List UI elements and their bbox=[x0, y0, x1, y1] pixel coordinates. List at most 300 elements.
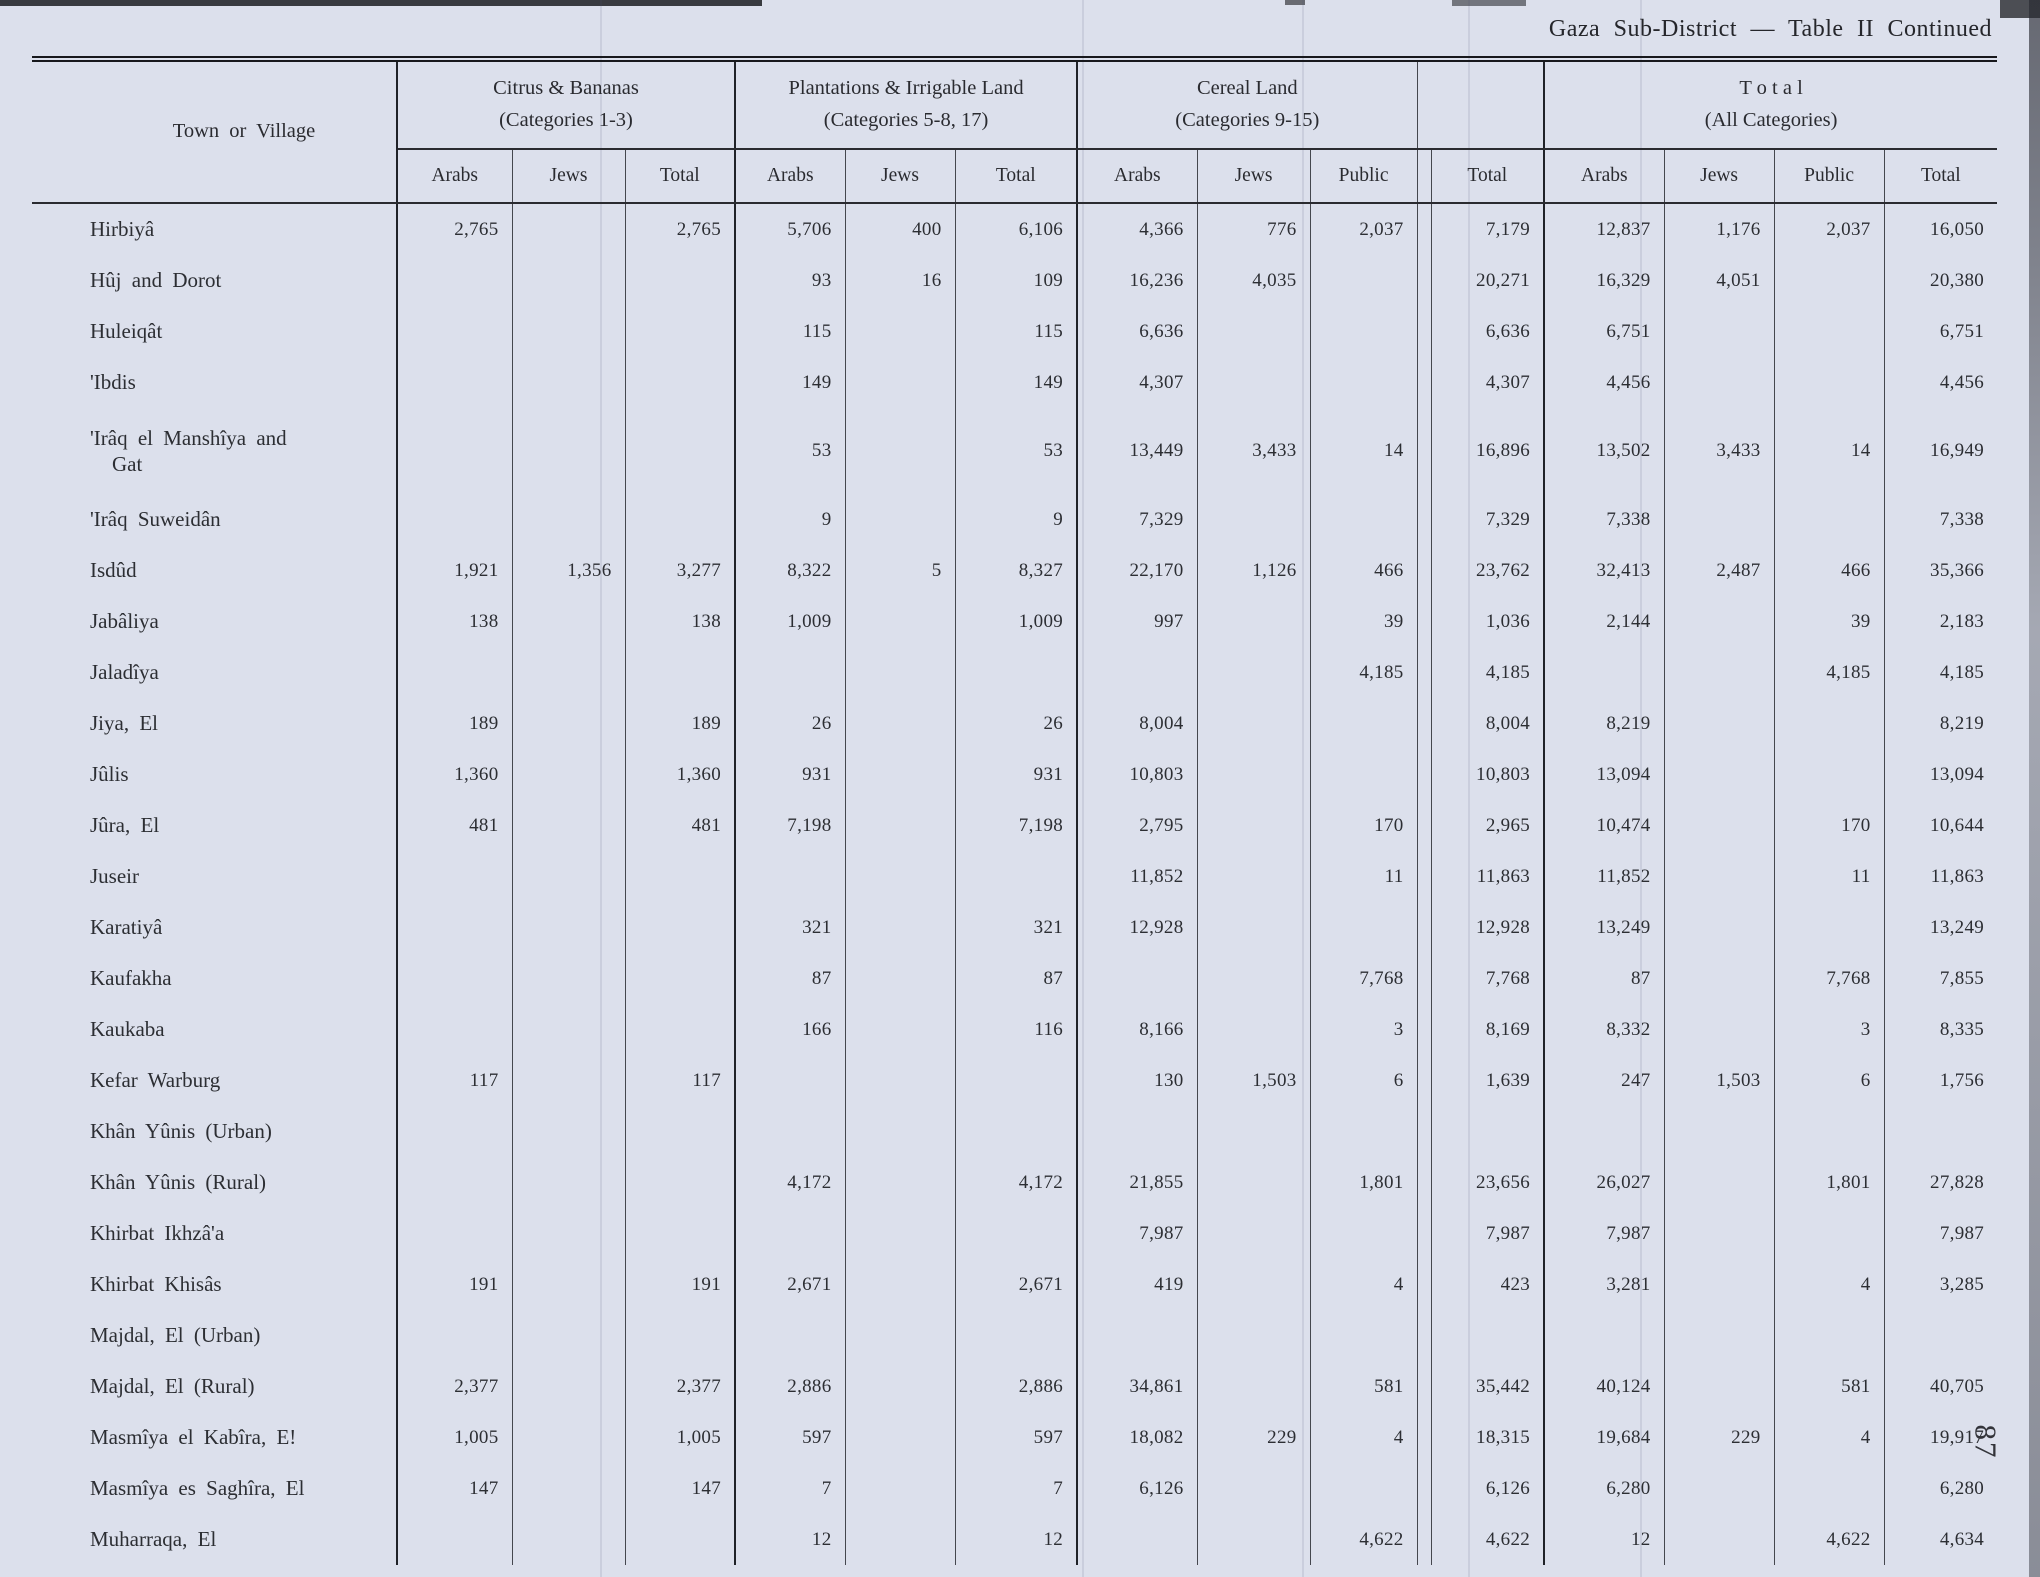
spacer-cell bbox=[1417, 1463, 1431, 1514]
town-cell: Jûra, El bbox=[32, 800, 397, 851]
value-cell: 26,027 bbox=[1544, 1157, 1664, 1208]
value-cell bbox=[1310, 306, 1417, 357]
value-cell bbox=[1664, 1361, 1774, 1412]
value-cell: 7,198 bbox=[955, 800, 1077, 851]
value-cell: 4,622 bbox=[1310, 1514, 1417, 1565]
value-cell bbox=[1197, 953, 1310, 1004]
value-cell bbox=[512, 255, 625, 306]
value-cell: 23,656 bbox=[1431, 1157, 1544, 1208]
value-cell bbox=[397, 1208, 512, 1259]
value-cell: 16,949 bbox=[1930, 440, 1985, 461]
value-cell: 3,285 bbox=[1939, 1273, 1985, 1295]
value-cell: 321 bbox=[955, 902, 1077, 953]
value-cell: 13,502 bbox=[1544, 408, 1664, 494]
spacer-cell bbox=[1417, 698, 1431, 749]
value-cell: 8,219 bbox=[1544, 698, 1664, 749]
value-cell bbox=[1197, 1514, 1310, 1565]
value-cell: 2,965 bbox=[1431, 800, 1544, 851]
value-cell bbox=[845, 408, 955, 494]
value-cell: 247 bbox=[1544, 1055, 1664, 1106]
value-cell: 4,172 bbox=[955, 1157, 1077, 1208]
value-cell: 35,442 bbox=[1431, 1361, 1544, 1412]
table-row bbox=[32, 647, 1997, 698]
spacer-cell bbox=[1417, 953, 1431, 1004]
value-cell: 14 bbox=[1310, 408, 1417, 494]
value-cell: 2,377 bbox=[625, 1361, 735, 1412]
value-cell bbox=[1197, 800, 1310, 851]
value-cell: 6,280 bbox=[1939, 1477, 1985, 1499]
value-cell bbox=[845, 1514, 955, 1565]
spacer-cell bbox=[1417, 1157, 1431, 1208]
value-cell: 4,185 bbox=[1774, 647, 1884, 698]
value-cell bbox=[1664, 851, 1774, 902]
value-cell bbox=[1310, 749, 1417, 800]
value-cell: 4,634 bbox=[1939, 1528, 1985, 1550]
spacer-cell bbox=[1417, 1361, 1431, 1412]
value-cell bbox=[1310, 1463, 1417, 1514]
value-cell: 7,855 bbox=[1939, 967, 1985, 989]
value-cell bbox=[1197, 647, 1310, 698]
town-cell: Jabâliya bbox=[32, 596, 397, 647]
value-cell bbox=[1431, 1310, 1544, 1361]
value-cell: 13,449 bbox=[1077, 408, 1197, 494]
value-cell: 1,503 bbox=[1664, 1055, 1774, 1106]
spacer-cell bbox=[1417, 1310, 1431, 1361]
value-cell: 2,886 bbox=[955, 1361, 1077, 1412]
scan-artifact-dash bbox=[1285, 0, 1305, 5]
value-cell bbox=[512, 357, 625, 408]
value-cell: 115 bbox=[955, 306, 1077, 357]
value-cell bbox=[1664, 596, 1774, 647]
value-cell bbox=[735, 1208, 845, 1259]
town-cell: Hirbiyâ bbox=[32, 203, 397, 255]
spacer-cell bbox=[1417, 800, 1431, 851]
value-cell: 4,185 bbox=[1431, 647, 1544, 698]
value-cell: 13,249 bbox=[1930, 916, 1985, 938]
value-cell: 53 bbox=[955, 408, 1077, 494]
value-cell: 20,271 bbox=[1431, 255, 1544, 306]
value-cell bbox=[512, 1055, 625, 1106]
value-cell bbox=[1197, 1157, 1310, 1208]
value-cell: 1,360 bbox=[397, 749, 512, 800]
value-cell bbox=[1197, 306, 1310, 357]
value-cell: 39 bbox=[1774, 596, 1884, 647]
value-cell: 7 bbox=[955, 1463, 1077, 1514]
value-cell bbox=[1664, 647, 1774, 698]
value-cell: 1,009 bbox=[735, 596, 845, 647]
group-label: Plantations & Irrigable Land bbox=[788, 77, 1024, 100]
value-cell: 2,037 bbox=[1310, 203, 1417, 255]
value-cell bbox=[845, 953, 955, 1004]
value-cell: 1,360 bbox=[625, 749, 735, 800]
value-cell: 4,307 bbox=[1431, 357, 1544, 408]
value-cell bbox=[397, 357, 512, 408]
value-cell: 13,094 bbox=[1930, 763, 1985, 785]
town-cell: Khân Yûnis (Rural) bbox=[32, 1157, 397, 1208]
value-cell bbox=[512, 1208, 625, 1259]
value-cell bbox=[397, 851, 512, 902]
value-cell bbox=[845, 1259, 955, 1310]
value-cell: 149 bbox=[735, 357, 845, 408]
value-cell bbox=[512, 1514, 625, 1565]
group-header-cereal bbox=[1077, 59, 1417, 149]
value-cell bbox=[625, 1004, 735, 1055]
value-cell: 12 bbox=[955, 1514, 1077, 1565]
value-cell: 191 bbox=[625, 1259, 735, 1310]
value-cell: 18,082 bbox=[1077, 1412, 1197, 1463]
value-cell bbox=[1664, 1259, 1774, 1310]
table-row bbox=[32, 749, 1997, 800]
value-cell bbox=[397, 1157, 512, 1208]
town-cell: Khirbat Ikhzâ'a bbox=[32, 1208, 397, 1259]
group-header-citrus bbox=[397, 59, 735, 149]
value-cell bbox=[625, 953, 735, 1004]
value-cell: 597 bbox=[955, 1412, 1077, 1463]
value-cell bbox=[397, 1310, 512, 1361]
value-cell: 8,004 bbox=[1431, 698, 1544, 749]
spacer-cell bbox=[1417, 851, 1431, 902]
value-cell bbox=[845, 1157, 955, 1208]
value-cell bbox=[845, 1361, 955, 1412]
value-cell: 6,751 bbox=[1939, 320, 1985, 342]
spacer-cell bbox=[1417, 203, 1431, 255]
group-label: Cereal Land bbox=[1196, 77, 1298, 100]
group-sublabel: (Categories 5-8, 17) bbox=[823, 109, 989, 131]
value-cell bbox=[1197, 1463, 1310, 1514]
table-row bbox=[32, 698, 1997, 749]
value-cell bbox=[1077, 647, 1197, 698]
table-row bbox=[32, 408, 1997, 494]
value-cell: 997 bbox=[1077, 596, 1197, 647]
value-cell bbox=[735, 1106, 845, 1157]
value-cell bbox=[1197, 596, 1310, 647]
value-cell bbox=[625, 357, 735, 408]
value-cell: 1,756 bbox=[1939, 1069, 1985, 1091]
value-cell: 6,126 bbox=[1077, 1463, 1197, 1514]
value-cell: 4,456 bbox=[1544, 357, 1664, 408]
value-cell: 2,671 bbox=[955, 1259, 1077, 1310]
value-cell: 138 bbox=[625, 596, 735, 647]
value-cell bbox=[955, 1055, 1077, 1106]
value-cell: 2,377 bbox=[397, 1361, 512, 1412]
value-cell bbox=[1664, 902, 1774, 953]
value-cell: 931 bbox=[735, 749, 845, 800]
column-header-jews: Jews bbox=[1197, 149, 1310, 203]
table-row bbox=[32, 1106, 1997, 1157]
value-cell: 19,684 bbox=[1544, 1412, 1664, 1463]
spacer-cell bbox=[1417, 1055, 1431, 1106]
value-cell: 8,322 bbox=[735, 545, 845, 596]
value-cell bbox=[845, 306, 955, 357]
value-cell bbox=[1774, 306, 1884, 357]
value-cell bbox=[845, 596, 955, 647]
value-cell: 6,280 bbox=[1544, 1463, 1664, 1514]
value-cell: 87 bbox=[955, 953, 1077, 1004]
value-cell: 191 bbox=[397, 1259, 512, 1310]
column-header-arabs: Arabs bbox=[1077, 149, 1197, 203]
value-cell: 19,917 bbox=[1930, 1426, 1985, 1448]
value-cell bbox=[397, 494, 512, 545]
value-cell: 7,329 bbox=[1431, 494, 1544, 545]
value-cell bbox=[397, 1004, 512, 1055]
column-header-public: Public bbox=[1774, 149, 1884, 203]
value-cell bbox=[845, 357, 955, 408]
table-row bbox=[32, 494, 1997, 545]
value-cell: 116 bbox=[955, 1004, 1077, 1055]
value-cell bbox=[1664, 1157, 1774, 1208]
value-cell: 170 bbox=[1774, 800, 1884, 851]
value-cell: 7,987 bbox=[1939, 1222, 1985, 1244]
spacer-cell bbox=[1417, 494, 1431, 545]
value-cell: 138 bbox=[397, 596, 512, 647]
value-cell: 12,928 bbox=[1431, 902, 1544, 953]
value-cell bbox=[397, 408, 512, 494]
value-cell: 3 bbox=[1310, 1004, 1417, 1055]
value-cell bbox=[1664, 1208, 1774, 1259]
column-header-total: Total bbox=[955, 149, 1077, 203]
value-cell: 466 bbox=[1774, 545, 1884, 596]
value-cell: 2,487 bbox=[1664, 545, 1774, 596]
value-cell bbox=[1774, 1310, 1884, 1361]
value-cell bbox=[1310, 698, 1417, 749]
value-cell: 2,671 bbox=[735, 1259, 845, 1310]
value-cell: 10,474 bbox=[1544, 800, 1664, 851]
town-cell: Huleiqât bbox=[32, 306, 397, 357]
value-cell bbox=[955, 851, 1077, 902]
value-cell: 7,329 bbox=[1077, 494, 1197, 545]
spacer-cell bbox=[1417, 749, 1431, 800]
column-header-total: Total bbox=[1884, 149, 1997, 203]
value-cell: 8,332 bbox=[1544, 1004, 1664, 1055]
value-cell bbox=[1077, 1106, 1197, 1157]
value-cell bbox=[1310, 255, 1417, 306]
value-cell bbox=[625, 494, 735, 545]
value-cell bbox=[625, 1310, 735, 1361]
value-cell bbox=[512, 953, 625, 1004]
value-cell: 16,896 bbox=[1431, 408, 1544, 494]
value-cell bbox=[1544, 1106, 1664, 1157]
value-cell bbox=[845, 1463, 955, 1514]
value-cell bbox=[397, 647, 512, 698]
value-cell bbox=[512, 1463, 625, 1514]
value-cell bbox=[1664, 1463, 1774, 1514]
value-cell: 7,338 bbox=[1939, 508, 1985, 530]
value-cell: 1,126 bbox=[1197, 545, 1310, 596]
spacer-cell bbox=[1417, 1208, 1431, 1259]
value-cell bbox=[735, 851, 845, 902]
value-cell: 40,124 bbox=[1544, 1361, 1664, 1412]
value-cell bbox=[1197, 902, 1310, 953]
value-cell bbox=[1774, 255, 1884, 306]
value-cell bbox=[1664, 494, 1774, 545]
town-cell: Muharraqa, El bbox=[32, 1514, 397, 1565]
value-cell bbox=[845, 1055, 955, 1106]
value-cell: 8,004 bbox=[1077, 698, 1197, 749]
value-cell bbox=[1884, 1310, 1997, 1361]
value-cell: 170 bbox=[1310, 800, 1417, 851]
value-cell: 9 bbox=[735, 494, 845, 545]
value-cell bbox=[1197, 1106, 1310, 1157]
spacer-cell bbox=[1417, 647, 1431, 698]
value-cell: 1,005 bbox=[625, 1412, 735, 1463]
page-title: Gaza Sub-District — Table II Continued bbox=[1548, 16, 1992, 42]
value-cell bbox=[1197, 357, 1310, 408]
value-cell: 2,037 bbox=[1774, 203, 1884, 255]
value-cell: 11,852 bbox=[1077, 851, 1197, 902]
value-cell: 4,185 bbox=[1310, 647, 1417, 698]
value-cell bbox=[512, 596, 625, 647]
value-cell bbox=[1310, 1106, 1417, 1157]
value-cell: 18,315 bbox=[1431, 1412, 1544, 1463]
value-cell: 5 bbox=[845, 545, 955, 596]
value-cell bbox=[512, 902, 625, 953]
value-cell: 7,768 bbox=[1431, 953, 1544, 1004]
value-cell: 53 bbox=[735, 408, 845, 494]
value-cell: 8,219 bbox=[1939, 712, 1985, 734]
town-cell: Juseir bbox=[32, 851, 397, 902]
town-cell: Jiya, El bbox=[32, 698, 397, 749]
column-header-arabs: Arabs bbox=[1544, 149, 1664, 203]
value-cell bbox=[1774, 698, 1884, 749]
value-cell: 8,327 bbox=[955, 545, 1077, 596]
town-cell: Khân Yûnis (Urban) bbox=[32, 1106, 397, 1157]
value-cell: 4,622 bbox=[1431, 1514, 1544, 1565]
town-cell: Karatiyâ bbox=[32, 902, 397, 953]
value-cell bbox=[1077, 1310, 1197, 1361]
value-cell: 581 bbox=[1310, 1361, 1417, 1412]
value-cell bbox=[512, 1259, 625, 1310]
value-cell: 16,236 bbox=[1077, 255, 1197, 306]
value-cell: 7,768 bbox=[1310, 953, 1417, 1004]
value-cell bbox=[512, 1412, 625, 1463]
table-row bbox=[32, 255, 1997, 306]
town-cell: Kaukaba bbox=[32, 1004, 397, 1055]
table-row bbox=[32, 545, 1997, 596]
value-cell bbox=[1774, 357, 1884, 408]
value-cell: 27,828 bbox=[1930, 1171, 1985, 1193]
value-cell: 16,050 bbox=[1930, 218, 1985, 240]
value-cell bbox=[735, 1310, 845, 1361]
value-cell: 189 bbox=[397, 698, 512, 749]
town-cell: Majdal, El (Urban) bbox=[32, 1310, 397, 1361]
value-cell bbox=[1197, 749, 1310, 800]
table-row bbox=[32, 1412, 1997, 1463]
value-cell bbox=[845, 851, 955, 902]
town-cell: Hûj and Dorot bbox=[32, 255, 397, 306]
table-row bbox=[32, 800, 1997, 851]
table-row bbox=[32, 357, 1997, 408]
value-cell: 16,329 bbox=[1544, 255, 1664, 306]
value-cell bbox=[955, 1208, 1077, 1259]
value-cell bbox=[512, 1157, 625, 1208]
value-cell: 32,413 bbox=[1544, 545, 1664, 596]
value-cell: 4,051 bbox=[1664, 255, 1774, 306]
value-cell: 8,335 bbox=[1939, 1018, 1985, 1040]
table-row bbox=[32, 1361, 1997, 1412]
value-cell bbox=[955, 1106, 1077, 1157]
scan-artifact-dash bbox=[1452, 0, 1526, 6]
value-cell: 8,169 bbox=[1431, 1004, 1544, 1055]
value-cell: 2,886 bbox=[735, 1361, 845, 1412]
value-cell bbox=[955, 647, 1077, 698]
value-cell: 400 bbox=[845, 203, 955, 255]
value-cell bbox=[625, 1208, 735, 1259]
value-cell: 14 bbox=[1774, 408, 1884, 494]
value-cell: 4 bbox=[1310, 1259, 1417, 1310]
value-cell bbox=[1664, 357, 1774, 408]
value-cell: 1,009 bbox=[955, 596, 1077, 647]
value-cell: 4 bbox=[1774, 1259, 1884, 1310]
value-cell bbox=[845, 647, 955, 698]
value-cell: 147 bbox=[397, 1463, 512, 1514]
value-cell: 22,170 bbox=[1077, 545, 1197, 596]
value-cell bbox=[1664, 749, 1774, 800]
table-row bbox=[32, 203, 1997, 255]
value-cell bbox=[735, 1055, 845, 1106]
value-cell: 1,005 bbox=[397, 1412, 512, 1463]
value-cell: 147 bbox=[625, 1463, 735, 1514]
column-header-jews: Jews bbox=[512, 149, 625, 203]
group-header-total bbox=[1544, 59, 1997, 149]
value-cell: 16 bbox=[845, 255, 955, 306]
value-cell: 4 bbox=[1774, 1412, 1884, 1463]
value-cell: 6,636 bbox=[1077, 306, 1197, 357]
value-cell: 87 bbox=[1544, 953, 1664, 1004]
value-cell bbox=[512, 647, 625, 698]
value-cell bbox=[1197, 1004, 1310, 1055]
value-cell bbox=[845, 1412, 955, 1463]
value-cell: 2,765 bbox=[625, 203, 735, 255]
value-cell: 229 bbox=[1664, 1412, 1774, 1463]
value-cell bbox=[1664, 1004, 1774, 1055]
value-cell bbox=[512, 203, 625, 255]
spacer-cell bbox=[1417, 545, 1431, 596]
land-ownership-table bbox=[32, 56, 1997, 1565]
value-cell bbox=[1774, 1208, 1884, 1259]
value-cell bbox=[1884, 1106, 1997, 1157]
town-cell: Majdal, El (Rural) bbox=[32, 1361, 397, 1412]
value-cell bbox=[845, 800, 955, 851]
column-header-public: Public bbox=[1310, 149, 1417, 203]
column-header-town: Town or Village bbox=[32, 59, 397, 203]
value-cell: 4 bbox=[1310, 1412, 1417, 1463]
value-cell: 419 bbox=[1077, 1259, 1197, 1310]
value-cell bbox=[1431, 1106, 1544, 1157]
value-cell bbox=[625, 851, 735, 902]
value-cell bbox=[1664, 1310, 1774, 1361]
value-cell bbox=[512, 800, 625, 851]
spacer-cell bbox=[1417, 1259, 1431, 1310]
value-cell bbox=[1197, 1208, 1310, 1259]
value-cell bbox=[845, 698, 955, 749]
value-cell: 6 bbox=[1310, 1055, 1417, 1106]
page-number: 87 bbox=[1968, 1424, 2004, 1460]
value-cell: 1,921 bbox=[397, 545, 512, 596]
value-cell: 581 bbox=[1774, 1361, 1884, 1412]
column-header-arabs: Arabs bbox=[735, 149, 845, 203]
table-row bbox=[32, 306, 1997, 357]
value-cell: 7,338 bbox=[1544, 494, 1664, 545]
value-cell: 149 bbox=[955, 357, 1077, 408]
value-cell: 10,644 bbox=[1930, 814, 1985, 836]
value-cell: 1,036 bbox=[1431, 596, 1544, 647]
value-cell: 11 bbox=[1310, 851, 1417, 902]
value-cell: 35,366 bbox=[1930, 559, 1985, 581]
value-cell: 8,166 bbox=[1077, 1004, 1197, 1055]
table-row bbox=[32, 1259, 1997, 1310]
value-cell: 1,176 bbox=[1664, 203, 1774, 255]
value-cell: 12 bbox=[735, 1514, 845, 1565]
